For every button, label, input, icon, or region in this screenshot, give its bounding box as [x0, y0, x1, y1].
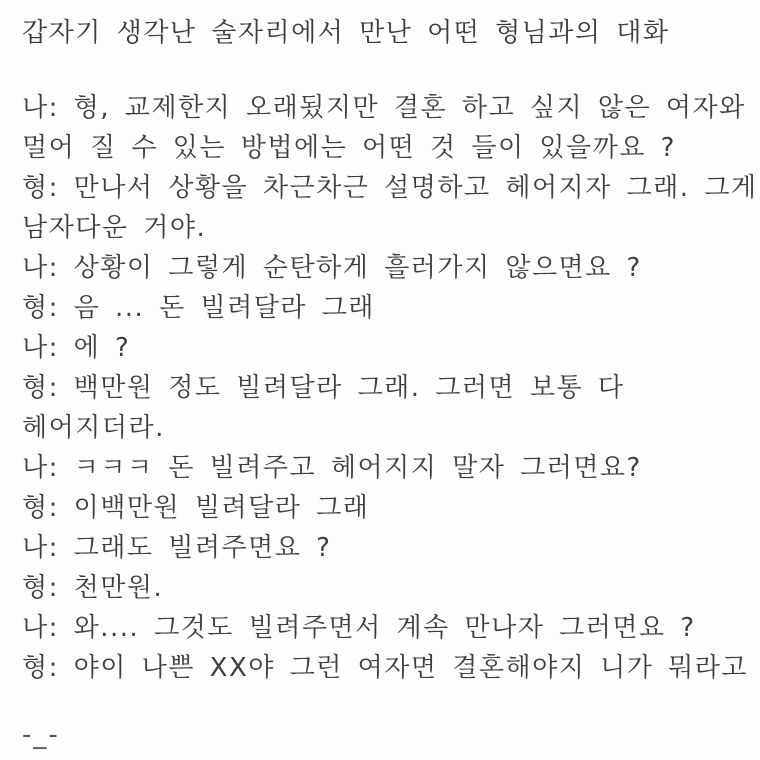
- dialogue-line: 나: 형, 교제한지 오래됬지만 결혼 하고 싶지 않은 여자와: [22, 93, 746, 123]
- sweat-face-emoticon: -_-: [22, 720, 60, 750]
- dialogue-line: 나: ㅋㅋㅋ 돈 빌려주고 헤어지지 말자 그러면요?: [22, 453, 642, 483]
- dialogue-line: 형: 음 ... 돈 빌려달라 그래: [22, 293, 375, 323]
- note-title: 갑자기 생각난 술자리에서 만난 어떤 형님과의 대화: [22, 18, 670, 48]
- dialogue-line: 나: 에 ?: [22, 333, 131, 363]
- dialogue-line: 나: 그래도 빌려주면요 ?: [22, 533, 332, 563]
- dialogue-line: 헤어지더라.: [22, 413, 165, 443]
- dialogue-line: 멀어 질 수 있는 방법에는 어떤 것 들이 있을까요 ?: [22, 133, 676, 163]
- dialogue-line: 형: 이백만원 빌려달라 그래: [22, 493, 370, 523]
- dialogue-line: 형: 백만원 정도 빌려달라 그래. 그러면 보통 다: [22, 373, 625, 403]
- dialogue-block: [22, 88, 758, 688]
- dialogue-line: 나: 상황이 그렇게 순탄하게 흘러가지 않으면요 ?: [22, 253, 642, 283]
- dialogue-line: 형: 야이 나쁜 XX야 그런 여자면 결혼해야지 니가 뭐라고: [22, 653, 748, 683]
- dialogue-line: 남자다운 거야.: [22, 213, 207, 243]
- dialogue-line: 나: 와.... 그것도 빌려주면서 계속 만나자 그러면요 ?: [22, 613, 696, 643]
- dialogue-line: 형: 만나서 상황을 차근차근 설명하고 헤어지자 그래. 그게: [22, 173, 758, 203]
- dialogue-line: 형: 천만원.: [22, 573, 164, 603]
